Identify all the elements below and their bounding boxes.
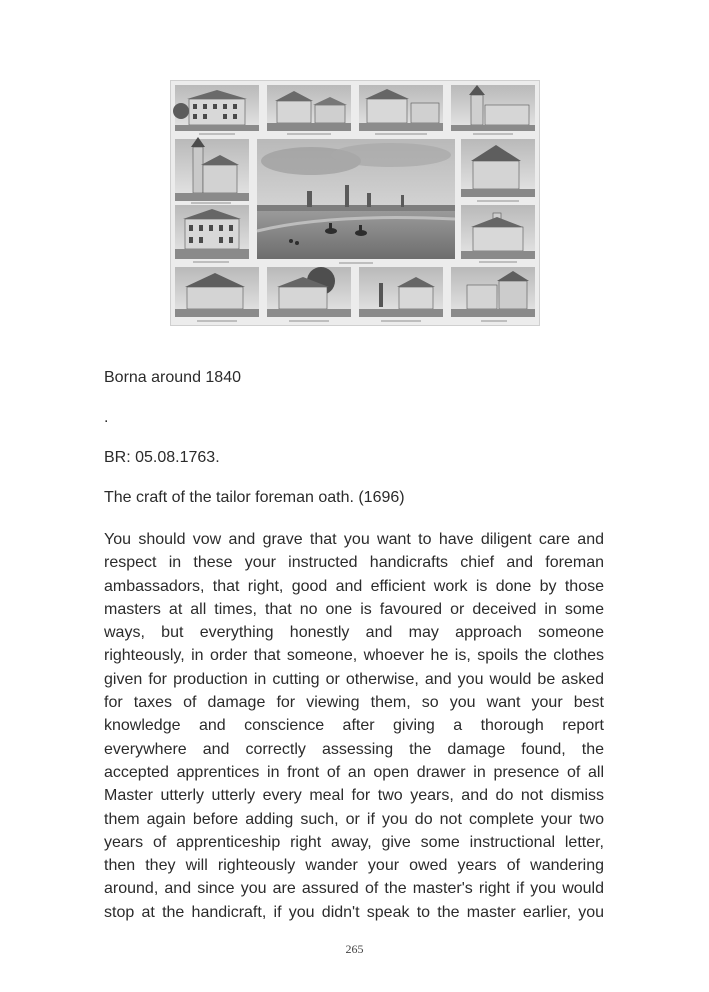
vignette-right-1 xyxy=(461,139,535,197)
paragraph-line: then they will righteously wander your owed years of wandering xyxy=(104,857,604,875)
paragraph-line: given for production in cutting or otherwise, and you would be asked xyxy=(104,670,604,688)
body-paragraph xyxy=(104,528,604,924)
vignette-right-2 xyxy=(461,205,535,259)
paragraph-line: around, and since you are assured of the master's right if you would xyxy=(104,880,604,898)
vignette-top-2 xyxy=(267,85,351,131)
vignette-top-4 xyxy=(451,85,535,131)
vignette-bottom-3 xyxy=(359,267,443,317)
paragraph-line: accepted apprentices in front of an open drawer in presence of all xyxy=(104,763,604,781)
vignette-bottom-1 xyxy=(175,267,259,317)
vignette-left-1 xyxy=(175,137,249,201)
vignette-bottom-4 xyxy=(451,267,535,317)
separator-dot: . xyxy=(104,409,109,426)
paragraph-line: for taxes of damage for viewing them, so you want your best xyxy=(104,694,604,712)
paragraph-line: You should vow and grave that you want to have diligent care and xyxy=(104,531,604,548)
paragraph-line: Master utterly utterly every meal for two years, and do not dismiss xyxy=(104,787,604,805)
section-heading: The craft of the tailor foreman oath. (1696) xyxy=(104,489,405,506)
vignette-center-landscape xyxy=(257,139,455,259)
vignette-engraving xyxy=(170,80,540,326)
br-date: BR: 05.08.1763. xyxy=(104,449,220,466)
paragraph-line: everywhere and correctly assessing the damage found, the xyxy=(104,740,604,758)
vignette-top-1 xyxy=(173,85,259,131)
page-number: 265 xyxy=(345,942,364,956)
paragraph-line: ambassadors, that right, good and efficient work is done by those xyxy=(104,577,604,595)
vignette-left-2 xyxy=(175,205,249,259)
vignette-bottom-2 xyxy=(267,267,351,317)
paragraph-line: righteously, in order that someone, whoever he is, spoils the clothes xyxy=(104,647,604,665)
paragraph-line: years of apprenticeship right away, give some instructional letter, xyxy=(104,833,604,851)
paragraph-line: respect in these your instructed handicrafts chief and foreman xyxy=(104,554,604,572)
image-caption: Borna around 1840 xyxy=(104,369,241,386)
paragraph-line: stop at the handicraft, if you didn't speak to the master earlier, you xyxy=(104,903,604,921)
vignette-top-3 xyxy=(359,85,443,131)
paragraph-line: knowledge and conscience after giving a thorough report xyxy=(104,717,604,735)
paragraph-line: masters at all times, that no one is favoured or deceived in some xyxy=(104,600,604,618)
paragraph-line: ways, but everything honestly and may approach someone xyxy=(104,624,604,642)
paragraph-line: them again before adding such, or if you do not complete your two xyxy=(104,810,604,828)
